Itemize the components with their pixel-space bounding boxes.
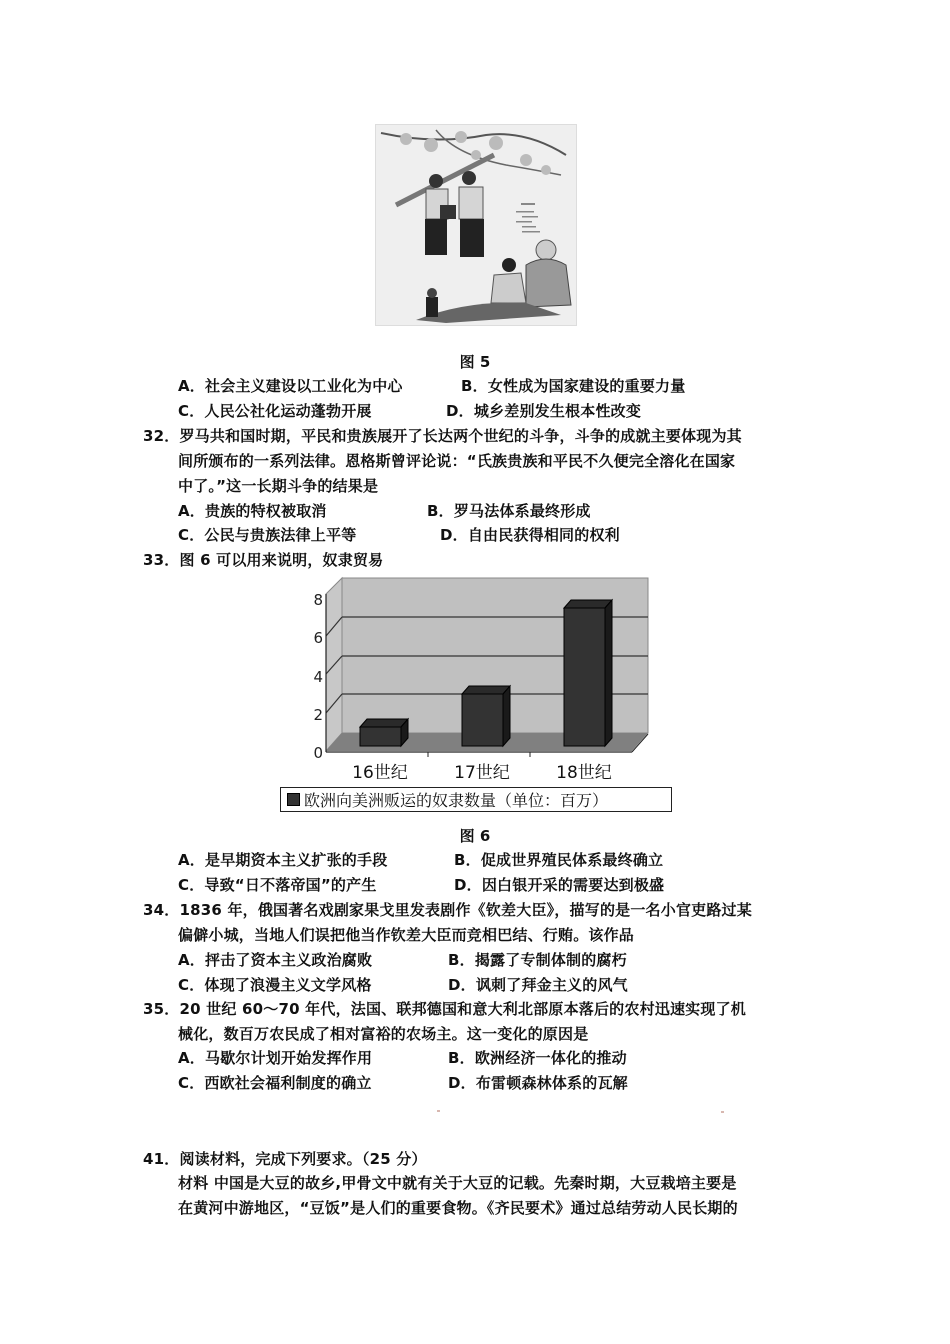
option-a: A．贵族的特权被取消 — [178, 502, 327, 520]
option-a: A．抨击了资本主义政治腐败 — [178, 951, 373, 969]
option-a: A．是早期资本主义扩张的手段 — [178, 851, 388, 869]
figure-6-caption: 图 6 — [459, 827, 491, 845]
svg-text:6: 6 — [313, 629, 323, 647]
figure-5-illustration — [375, 124, 577, 326]
q41-title: 41．阅读材料，完成下列要求。（25 分） — [143, 1150, 427, 1168]
chart-legend — [280, 787, 672, 812]
svg-text:2: 2 — [313, 706, 323, 724]
svg-text:0: 0 — [313, 744, 323, 762]
option-d: D．城乡差别发生根本性改变 — [446, 402, 642, 420]
chart-svg — [280, 576, 670, 786]
q34-stem-line-1: 34．1836 年，俄国著名戏剧家果戈里发表剧作《钦差大臣》，描写的是一名小官吏路过某 — [143, 901, 752, 919]
stray-mark — [437, 1110, 440, 1112]
option-d: D．讽刺了拜金主义的风气 — [448, 976, 628, 994]
x-tick-16th-century: 16世纪 — [352, 763, 408, 783]
option-a: A．马歇尔计划开始发挥作用 — [178, 1049, 373, 1067]
q32-stem-line-2: 间所颁布的一系列法律。恩格斯曾评论说：“氏族贵族和平民不久便完全溶化在国家 — [178, 452, 736, 470]
option-c: C．体现了浪漫主义文学风格 — [178, 976, 372, 994]
q41-material-line-2: 在黄河中游地区，“豆饭”是人们的重要食物。《齐民要术》通过总结劳动人民长期的 — [178, 1199, 738, 1217]
legend-label: 欧洲向美洲贩运的奴隶数量（单位：百万） — [304, 791, 609, 810]
option-b: B．欧洲经济一体化的推动 — [448, 1049, 627, 1067]
option-b: B．罗马法体系最终形成 — [427, 502, 591, 520]
q34-stem-line-2: 偏僻小城，当地人们误把他当作钦差大臣而竞相巴结、行贿。该作品 — [178, 926, 635, 944]
legend-swatch-icon — [287, 793, 300, 806]
figure-5-caption: 图 5 — [459, 353, 491, 371]
q35-stem-line-1: 35．20 世纪 60～70 年代，法国、联邦德国和意大利北部原本落后的农村迅速实现了机 — [143, 1000, 746, 1018]
q32-stem-line-3: 中了。”这一长期斗争的结果是 — [178, 477, 379, 495]
option-b: B．女性成为国家建设的重要力量 — [461, 377, 686, 395]
option-d: D．布雷顿森林体系的瓦解 — [448, 1074, 628, 1092]
q35-stem-line-2: 械化，数百万农民成了相对富裕的农场主。这一变化的原因是 — [178, 1025, 589, 1043]
figure-6-bar-chart — [280, 576, 670, 814]
illustration-image — [376, 125, 576, 325]
q32-stem-line-1: 32．罗马共和国时期，平民和贵族展开了长达两个世纪的斗争，斗争的成就主要体现为其 — [143, 427, 742, 445]
q41-material-line-1: 材料 中国是大豆的故乡,甲骨文中就有关于大豆的记载。先秦时期，大豆栽培主要是 — [178, 1174, 737, 1192]
x-tick-18th-century: 18世纪 — [556, 763, 612, 783]
svg-text:8: 8 — [313, 591, 323, 609]
option-a: A．社会主义建设以工业化为中心 — [178, 377, 403, 395]
option-b: B．促成世界殖民体系最终确立 — [454, 851, 664, 869]
stray-mark — [721, 1111, 724, 1113]
option-d: D．因白银开采的需要达到极盛 — [454, 876, 665, 894]
option-d: D．自由民获得相同的权利 — [440, 526, 620, 544]
x-tick-17th-century: 17世纪 — [454, 763, 510, 783]
option-c: C．公民与贵族法律上平等 — [178, 526, 357, 544]
option-c: C．导致“日不落帝国”的产生 — [178, 876, 377, 894]
option-c: C．西欧社会福利制度的确立 — [178, 1074, 372, 1092]
option-b: B．揭露了专制体制的腐朽 — [448, 951, 627, 969]
q33-stem: 33．图 6 可以用来说明，奴隶贸易 — [143, 551, 384, 569]
svg-text:4: 4 — [313, 668, 323, 686]
option-c: C．人民公社化运动蓬勃开展 — [178, 402, 372, 420]
